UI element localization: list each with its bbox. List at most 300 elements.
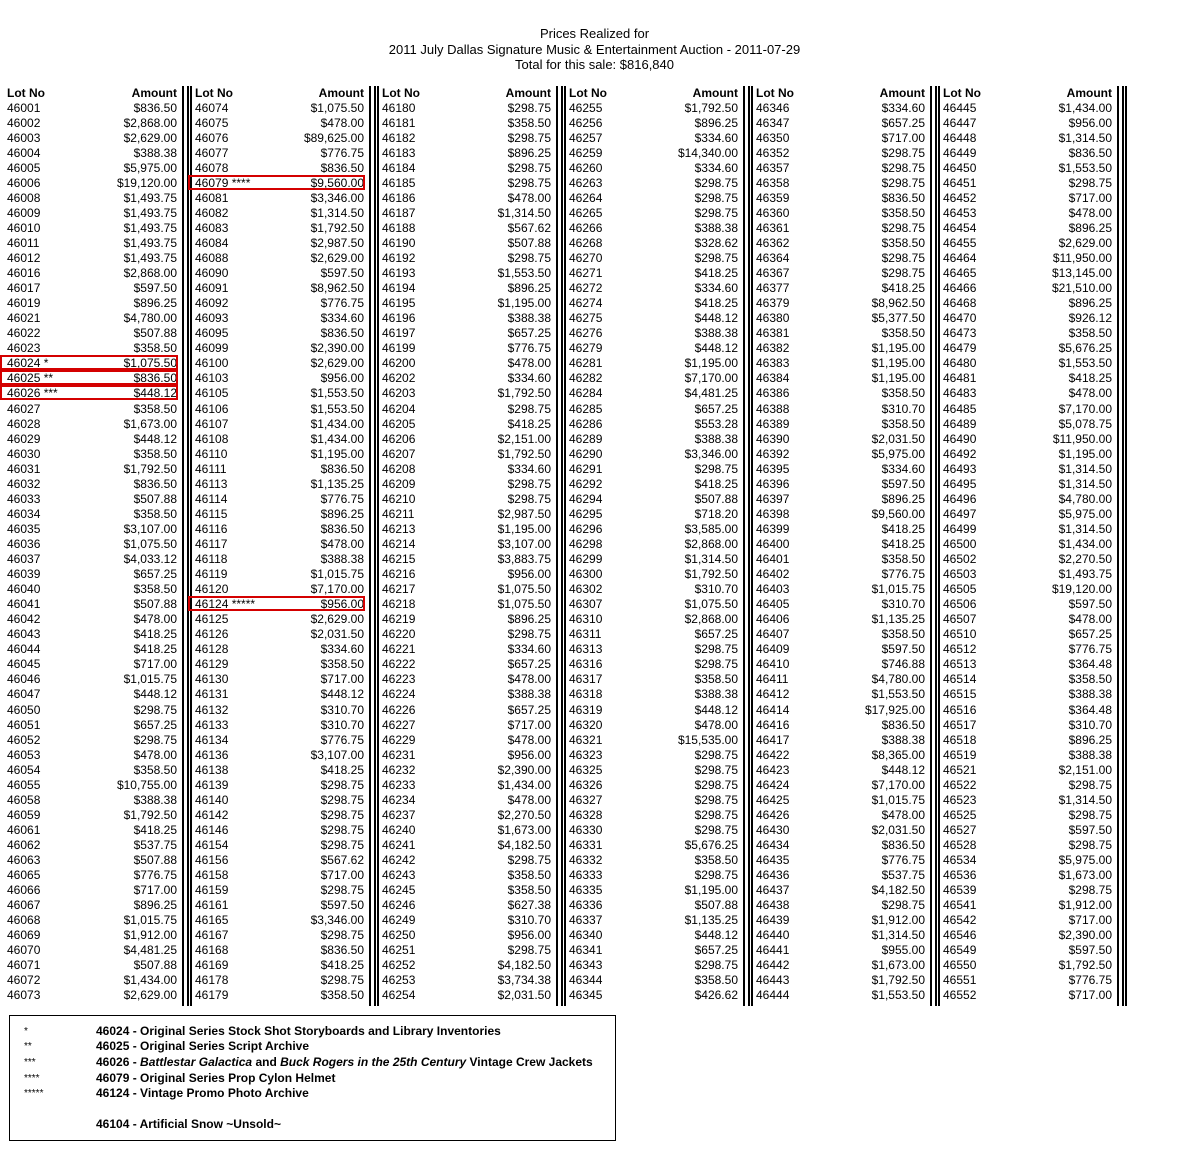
amount-cell: $1,493.75	[123, 220, 177, 235]
lot-number-cell: 46168	[195, 943, 229, 958]
lot-number-cell: 46181	[382, 115, 416, 130]
lot-number-cell: 46062	[7, 837, 41, 852]
lot-number-cell: 46224	[382, 687, 416, 702]
lot-number-cell: 46398	[756, 506, 790, 521]
amount-cell: $717.00	[1068, 913, 1112, 928]
amount-cell: $1,553.50	[1058, 160, 1112, 175]
amount-cell: $836.50	[320, 160, 364, 175]
amount-cell: $478.00	[133, 612, 177, 627]
lot-number-cell: 46254	[382, 988, 416, 1003]
lot-number-cell: 46043	[7, 627, 41, 642]
lot-number-cell: 46281	[569, 356, 603, 371]
legend-unsold-separator: -	[129, 1117, 140, 1131]
amount-cell: $567.62	[320, 853, 364, 867]
amount-cell: $3,346.00	[684, 446, 738, 461]
lot-number-cell: 46117	[195, 536, 228, 551]
amount-cell: $1,135.25	[684, 913, 738, 928]
lot-number-cell: 46313	[569, 642, 603, 657]
amount-cell: $1,135.25	[871, 612, 925, 627]
amount-cell: $298.75	[694, 175, 738, 190]
lot-number-cell: 46188	[382, 220, 416, 235]
amount-cell: $1,493.75	[123, 251, 177, 265]
lot-number-cell: 46310	[569, 612, 603, 627]
amount-cell: $5,078.75	[1058, 416, 1112, 431]
amount-cell: $4,182.50	[497, 837, 551, 852]
lot-number-cell: 46210	[382, 491, 416, 506]
amount-cell: $717.00	[133, 883, 177, 898]
amount-cell: $2,629.00	[123, 988, 177, 1003]
amount-cell: $5,975.00	[1058, 853, 1112, 867]
amount-cell: $1,792.50	[1058, 958, 1112, 973]
lot-number-cell: 46490	[943, 431, 977, 446]
lot-number-cell: 46279	[569, 341, 603, 356]
amount-cell: $426.62	[694, 988, 738, 1003]
lot-number-cell: 46307	[569, 597, 603, 612]
lot-number-cell: 46272	[569, 281, 603, 296]
amount-cell: $298.75	[507, 160, 551, 175]
amount-cell: $298.75	[1068, 777, 1112, 792]
amount-cell: $657.25	[507, 326, 551, 341]
amount-cell: $507.88	[133, 597, 177, 612]
legend-text	[96, 1071, 335, 1086]
amount-cell: $3,107.00	[497, 536, 551, 551]
legend-lot-number: 46124	[96, 1086, 130, 1100]
lot-number-cell: 46499	[943, 521, 977, 536]
amount-cell: $717.00	[320, 868, 364, 883]
lot-number-cell: 46510	[943, 627, 977, 642]
lot-number-cell: 46154	[195, 837, 229, 852]
amount-cell: $298.75	[507, 175, 551, 190]
header-total: Total for this sale: $816,840	[515, 57, 674, 72]
amount-cell: $478.00	[507, 792, 551, 807]
lot-number-cell: 46054	[7, 762, 41, 777]
lot-number-cell: 46126	[195, 627, 229, 642]
amount-cell: $418.25	[694, 476, 738, 491]
lot-number-cell: 46016	[7, 266, 41, 281]
amount-cell: $310.70	[507, 913, 551, 928]
lot-number-cell: 46333	[569, 868, 603, 883]
amount-cell: $388.38	[694, 687, 738, 702]
amount-cell: $1,792.50	[684, 567, 738, 582]
amount-cell: $836.50	[320, 461, 364, 476]
lot-number-cell: 46327	[569, 792, 603, 807]
lot-number-cell: 46436	[756, 868, 790, 883]
lot-number-cell: 46232	[382, 762, 416, 777]
lot-number-cell: 46335	[569, 883, 603, 898]
amount-cell: $507.88	[133, 958, 177, 973]
lot-number-cell: 46249	[382, 913, 416, 928]
legend-lot-number: 46079	[96, 1071, 130, 1085]
lot-number-cell: 46452	[943, 190, 977, 205]
lot-number-cell: 46302	[569, 582, 603, 597]
amount-cell: $3,883.75	[497, 552, 551, 566]
lot-number-cell: 46003	[7, 130, 41, 145]
column-divider-line	[187, 86, 189, 1006]
lot-number-cell: 46059	[7, 807, 41, 822]
lot-number-cell: 46076	[195, 130, 229, 145]
lot-number-cell: 46514	[943, 672, 977, 687]
amount-cell: $1,553.50	[310, 401, 364, 416]
lot-number-cell: 46111	[195, 461, 227, 476]
amount-cell: $19,120.00	[116, 175, 177, 190]
lot-number-cell: 46282	[569, 371, 603, 386]
lot-number-cell: 46480	[943, 356, 977, 371]
amount-cell: $3,107.00	[310, 747, 364, 762]
lot-number-cell: 46321	[569, 732, 603, 747]
header-auction-name: 2011 July Dallas Signature Music & Entertainment Auction - 2011-07-29	[388, 41, 801, 57]
amount-cell: $2,151.00	[497, 431, 551, 446]
amount-cell: $448.12	[694, 928, 738, 943]
amount-cell: $10,755.00	[116, 777, 177, 792]
amount-cell: $1,015.75	[123, 672, 177, 687]
lot-number-cell: 46344	[569, 973, 603, 988]
amount-cell: $8,962.50	[310, 281, 364, 296]
lot-number-cell: 46009	[7, 205, 41, 220]
amount-cell: $2,987.50	[497, 506, 551, 521]
lot-number-cell: 46227	[382, 717, 416, 732]
amount-cell: $4,182.50	[871, 883, 925, 898]
amount-cell: $776.75	[1068, 973, 1112, 988]
amount-cell: $418.25	[133, 627, 177, 642]
lot-number-cell: 46455	[943, 235, 977, 250]
amount-cell: $418.25	[133, 642, 177, 657]
lot-number-cell: 46028	[7, 416, 41, 431]
lot-number-cell: 46425	[756, 792, 790, 807]
amount-cell: $310.70	[1068, 717, 1112, 732]
amount-cell: $418.25	[881, 521, 925, 536]
legend-lot-number: 46025	[96, 1039, 130, 1053]
lot-number-cell: 46479	[943, 341, 977, 356]
amount-cell: $358.50	[507, 115, 551, 130]
legend-unsold-text	[96, 1117, 281, 1132]
lot-number-cell: 46268	[569, 235, 603, 250]
lot-number-cell: 46311	[569, 627, 602, 642]
column-divider-line	[182, 86, 184, 1006]
lot-number-cell: 46133	[195, 717, 229, 732]
lot-number-cell: 46223	[382, 672, 416, 687]
amount-cell: $448.12	[694, 311, 738, 326]
amount-cell: $956.00	[507, 928, 551, 943]
lot-number-cell: 46034	[7, 506, 41, 521]
amount-cell: $478.00	[320, 536, 364, 551]
lot-number-cell: 46522	[943, 777, 977, 792]
legend-text	[96, 1055, 593, 1070]
lot-number-cell: 46019	[7, 296, 41, 311]
lot-number-cell: 46217	[382, 582, 416, 597]
lot-number-cell: 46451	[943, 175, 977, 190]
column-divider-line	[743, 86, 745, 1006]
amount-cell: $298.75	[694, 190, 738, 205]
lot-number-cell: 46214	[382, 536, 416, 551]
lot-number-cell: 46359	[756, 190, 790, 205]
legend-text	[96, 1039, 309, 1054]
amount-cell: $298.75	[507, 476, 551, 491]
lot-number-cell: 46528	[943, 837, 977, 852]
lot-number-cell: 46083	[195, 220, 229, 235]
amount-cell: $334.60	[507, 371, 551, 386]
lot-number-cell: 46265	[569, 205, 603, 220]
amount-cell: $718.20	[694, 506, 738, 521]
amount-cell: $418.25	[1068, 371, 1112, 386]
amount-cell: $5,676.25	[1058, 341, 1112, 356]
lot-number-cell: 46036	[7, 536, 41, 551]
amount-cell: $1,912.00	[1058, 898, 1112, 913]
lot-number-cell: 46440	[756, 928, 790, 943]
amount-cell: $2,629.00	[310, 612, 364, 627]
lot-number-cell: 46066	[7, 883, 41, 898]
lot-number-cell: 46503	[943, 567, 977, 582]
lot-number-cell: 46226	[382, 702, 416, 717]
amount-cell: $310.70	[320, 702, 364, 717]
column-divider-line	[1122, 86, 1124, 1006]
lot-number-cell: 46193	[382, 266, 416, 281]
lot-number-cell: 46205	[382, 416, 416, 431]
amount-cell: $537.75	[133, 837, 177, 852]
amount-cell: $2,868.00	[123, 115, 177, 130]
amount-cell: $2,390.00	[310, 341, 364, 356]
amount-cell: $298.75	[694, 461, 738, 476]
amount-cell: $1,553.50	[497, 266, 551, 281]
amount-header: Amount	[879, 86, 925, 100]
amount-cell: $358.50	[1068, 326, 1112, 341]
amount-cell: $418.25	[694, 296, 738, 311]
lot-number-cell: 46167	[195, 928, 229, 943]
lot-number-cell: 46346	[756, 100, 790, 115]
amount-cell: $2,031.50	[871, 431, 925, 446]
lot-number-cell: 46290	[569, 446, 603, 461]
amount-cell: $298.75	[694, 251, 738, 265]
amount-cell: $507.88	[133, 853, 177, 867]
lot-number-cell: 46208	[382, 461, 416, 476]
lot-number-cell: 46383	[756, 356, 790, 371]
amount-cell: $776.75	[133, 868, 177, 883]
amount-cell: $298.75	[507, 627, 551, 642]
amount-cell: $717.00	[133, 657, 177, 672]
amount-cell: $14,340.00	[677, 145, 738, 160]
amount-cell: $896.25	[1068, 732, 1112, 747]
amount-cell: $298.75	[881, 251, 925, 265]
amount-cell: $298.75	[694, 868, 738, 883]
amount-cell: $4,481.25	[123, 943, 177, 958]
amount-cell: $836.50	[881, 837, 925, 852]
legend-separator: -	[129, 1039, 141, 1053]
amount-cell: $2,031.50	[497, 988, 551, 1003]
lot-number-cell: 46234	[382, 792, 416, 807]
lot-number-cell: 46051	[7, 717, 41, 732]
lot-number-cell: 46067	[7, 898, 41, 913]
lot-number-cell: 46146	[195, 822, 229, 837]
lot-no-header: Lot No	[943, 86, 981, 100]
amount-cell: $2,151.00	[1058, 762, 1112, 777]
amount-cell: $956.00	[320, 371, 364, 386]
amount-cell: $8,365.00	[871, 747, 925, 762]
lot-number-cell: 46406	[756, 612, 790, 627]
page-header	[0, 26, 1189, 73]
amount-cell: $1,314.50	[684, 552, 738, 566]
amount-cell: $9,560.00	[310, 175, 364, 190]
lot-number-cell: 46030	[7, 446, 41, 461]
lot-number-cell: 46044	[7, 642, 41, 657]
amount-cell: $1,792.50	[123, 461, 177, 476]
lot-number-cell: 46129	[195, 657, 229, 672]
amount-cell: $4,780.00	[1058, 491, 1112, 506]
amount-cell: $746.88	[881, 657, 925, 672]
amount-cell: $627.38	[507, 898, 551, 913]
amount-cell: $298.75	[881, 898, 925, 913]
lot-number-cell: 46331	[569, 837, 603, 852]
lot-number-cell: 46379	[756, 296, 790, 311]
lot-number-cell: 46159	[195, 883, 229, 898]
lot-number-cell: 46229	[382, 732, 416, 747]
lot-number-cell: 46245	[382, 883, 416, 898]
lot-number-cell: 46022	[7, 326, 41, 341]
amount-cell: $298.75	[694, 762, 738, 777]
amount-cell: $358.50	[881, 326, 925, 341]
lot-number-cell: 46489	[943, 416, 977, 431]
amount-cell: $1,314.50	[1058, 792, 1112, 807]
amount-cell: $956.00	[507, 567, 551, 582]
amount-cell: $776.75	[881, 853, 925, 867]
amount-cell: $657.25	[694, 627, 738, 642]
legend-separator: -	[129, 1071, 141, 1085]
lot-number-cell: 46326	[569, 777, 603, 792]
amount-cell: $358.50	[507, 868, 551, 883]
lot-number-cell: 46184	[382, 160, 416, 175]
lot-number-cell: 46114	[195, 491, 228, 506]
legend-description: Vintage Promo Photo Archive	[140, 1086, 309, 1100]
amount-cell: $1,075.50	[497, 597, 551, 612]
amount-cell: $896.25	[507, 281, 551, 296]
amount-cell: $597.50	[1068, 822, 1112, 837]
amount-cell: $418.25	[694, 266, 738, 281]
lot-number-cell: 46332	[569, 853, 603, 867]
amount-cell: $597.50	[320, 898, 364, 913]
amount-cell: $1,673.00	[123, 416, 177, 431]
lot-number-cell: 46256	[569, 115, 603, 130]
amount-cell: $4,780.00	[871, 672, 925, 687]
lot-number-cell: 46200	[382, 356, 416, 371]
amount-cell: $1,493.75	[123, 205, 177, 220]
amount-cell: $597.50	[881, 642, 925, 657]
lot-number-cell: 46257	[569, 130, 603, 145]
amount-cell: $298.75	[320, 807, 364, 822]
legend-lot-number: 46024	[96, 1024, 130, 1038]
amount-cell: $2,868.00	[123, 266, 177, 281]
lot-number-cell: 46211	[382, 506, 415, 521]
legend-text	[96, 1086, 309, 1101]
amount-cell: $334.60	[320, 311, 364, 326]
lot-number-cell: 46260	[569, 160, 603, 175]
lot-number-cell: 46416	[756, 717, 790, 732]
legend-separator: -	[129, 1086, 141, 1100]
amount-cell: $478.00	[1068, 205, 1112, 220]
amount-cell: $334.60	[694, 281, 738, 296]
amount-cell: $956.00	[1068, 115, 1112, 130]
amount-cell: $1,493.75	[123, 190, 177, 205]
lot-number-cell: 46243	[382, 868, 416, 883]
amount-cell: $448.12	[320, 687, 364, 702]
legend-description: Original Series Stock Shot Storyboards and Library Inventories	[140, 1024, 501, 1038]
lot-number-cell: 46453	[943, 205, 977, 220]
lot-number-cell: 46357	[756, 160, 790, 175]
lot-number-cell: 46068	[7, 913, 41, 928]
lot-number-cell: 46367	[756, 266, 790, 281]
amount-cell: $1,673.00	[1058, 868, 1112, 883]
lot-number-cell: 46292	[569, 476, 603, 491]
lot-number-cell: 46401	[756, 552, 790, 566]
amount-cell: $388.38	[694, 326, 738, 341]
lot-no-header: Lot No	[569, 86, 607, 100]
lot-number-cell: 46090	[195, 266, 229, 281]
lot-number-cell: 46410	[756, 657, 790, 672]
amount-cell: $298.75	[320, 777, 364, 792]
amount-cell: $955.00	[881, 943, 925, 958]
lot-number-cell: 46186	[382, 190, 416, 205]
lot-number-cell: 46161	[195, 898, 229, 913]
amount-cell: $836.50	[133, 371, 177, 386]
lot-number-cell: 46386	[756, 386, 790, 401]
amount-cell: $15,535.00	[677, 732, 738, 747]
amount-cell: $836.50	[133, 100, 177, 115]
amount-cell: $597.50	[133, 281, 177, 296]
amount-cell: $358.50	[320, 988, 364, 1003]
lot-number-cell: 46025 **	[7, 371, 54, 386]
amount-cell: $1,195.00	[497, 521, 551, 536]
amount-cell: $310.70	[881, 401, 925, 416]
amount-cell: $328.62	[694, 235, 738, 250]
column-divider-line	[190, 86, 192, 1006]
amount-cell: $3,346.00	[310, 190, 364, 205]
lot-number-cell: 46024 *	[7, 356, 49, 371]
lot-number-cell: 46082	[195, 205, 229, 220]
amount-cell: $358.50	[507, 883, 551, 898]
lot-number-cell: 46439	[756, 913, 790, 928]
lot-number-cell: 46337	[569, 913, 603, 928]
lot-number-cell: 46183	[382, 145, 416, 160]
lot-number-cell: 46468	[943, 296, 977, 311]
lot-number-cell: 46119	[195, 567, 228, 582]
lot-number-cell: 46042	[7, 612, 41, 627]
lot-number-cell: 46071	[7, 958, 41, 973]
amount-cell: $418.25	[320, 958, 364, 973]
lot-number-cell: 46266	[569, 220, 603, 235]
lot-number-cell: 46443	[756, 973, 790, 988]
amount-cell: $358.50	[881, 552, 925, 566]
lot-number-cell: 46017	[7, 281, 41, 296]
lot-number-cell: 46519	[943, 747, 977, 762]
lot-number-cell: 46006	[7, 175, 41, 190]
amount-cell: $298.75	[320, 928, 364, 943]
amount-header: Amount	[505, 86, 551, 100]
lot-number-cell: 46361	[756, 220, 790, 235]
amount-cell: $388.38	[1068, 747, 1112, 762]
legend-mark: **	[24, 1041, 32, 1052]
amount-cell: $358.50	[133, 401, 177, 416]
amount-cell: $1,912.00	[123, 928, 177, 943]
amount-cell: $364.48	[1068, 702, 1112, 717]
lot-number-cell: 46389	[756, 416, 790, 431]
lot-number-cell: 46289	[569, 431, 603, 446]
lot-number-cell: 46426	[756, 807, 790, 822]
amount-cell: $1,195.00	[497, 296, 551, 311]
amount-cell: $8,962.50	[871, 296, 925, 311]
amount-cell: $657.25	[507, 657, 551, 672]
amount-cell: $717.00	[881, 130, 925, 145]
amount-cell: $478.00	[133, 747, 177, 762]
legend-separator: -	[129, 1024, 141, 1038]
lot-number-cell: 46237	[382, 807, 416, 822]
amount-header: Amount	[131, 86, 177, 100]
